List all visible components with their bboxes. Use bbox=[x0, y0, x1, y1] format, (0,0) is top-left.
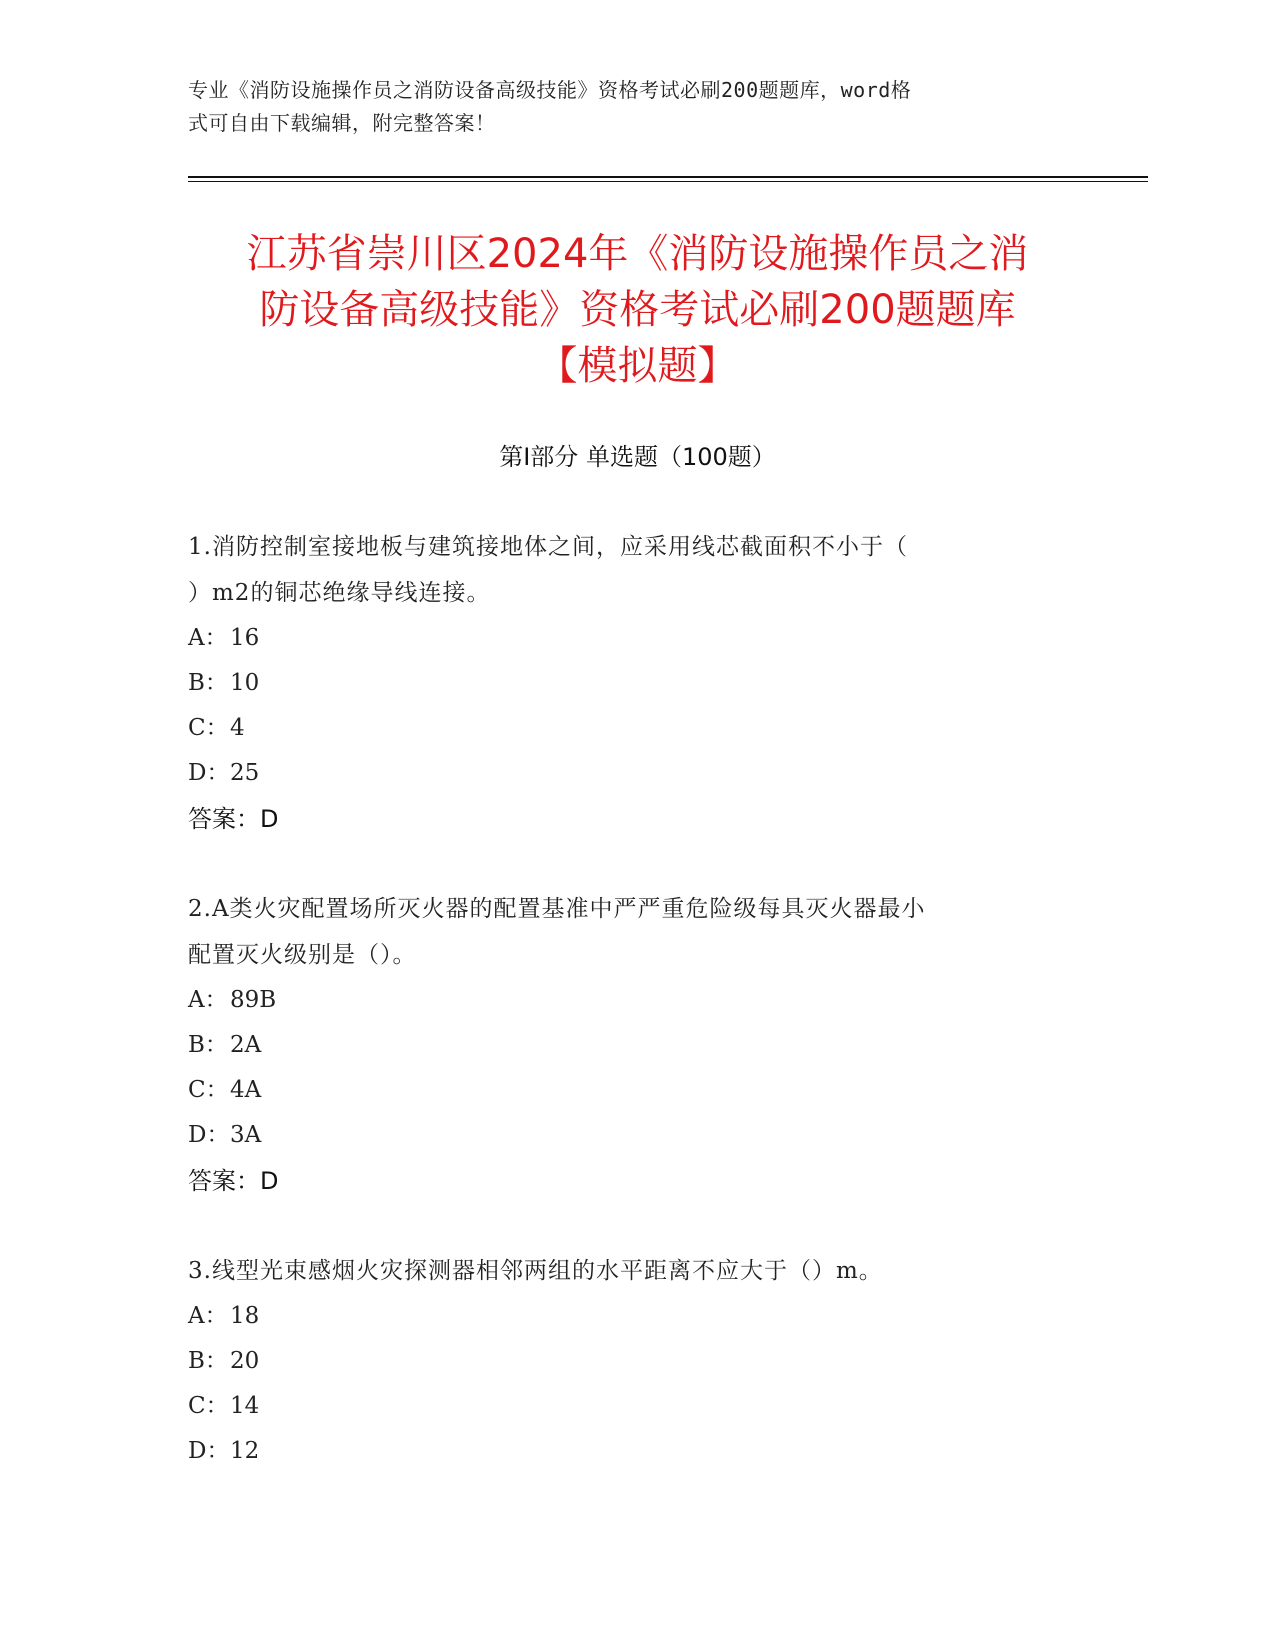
option-value: 4 bbox=[230, 715, 245, 741]
question-text-line: 配置灭火级别是（）。 bbox=[188, 942, 417, 968]
document-title bbox=[160, 226, 1115, 394]
answer-label: 答案：D bbox=[188, 805, 279, 833]
question-text bbox=[188, 1248, 1088, 1294]
answer-label: 答案：D bbox=[188, 1167, 279, 1195]
option-key: B： bbox=[188, 1348, 228, 1374]
option-key: C： bbox=[188, 715, 229, 741]
question-text-line: 3.线型光束感烟火灾探测器相邻两组的水平距离不应大于（）m。 bbox=[188, 1258, 883, 1284]
option-key: A： bbox=[188, 987, 228, 1013]
header-divider-thin bbox=[188, 181, 1148, 182]
option-value: 10 bbox=[230, 670, 260, 696]
option-key: B： bbox=[188, 670, 228, 696]
header-note-line: 式可自由下载编辑，附完整答案！ bbox=[188, 111, 496, 135]
option-value: 3A bbox=[230, 1122, 262, 1148]
option-c bbox=[188, 1384, 1088, 1429]
option-key: A： bbox=[188, 625, 228, 651]
document-title-line: 防设备高级技能》资格考试必刷200题题库 bbox=[259, 287, 1016, 333]
header-note-line: 专业《消防设施操作员之消防设备高级技能》资格考试必刷200题题库，word格 bbox=[188, 78, 912, 102]
question-text-line: 2.A类火灾配置场所灭火器的配置基准中严严重危险级每具灭火器最小 bbox=[188, 896, 926, 922]
option-key: B： bbox=[188, 1032, 228, 1058]
option-key: D： bbox=[188, 1438, 230, 1464]
section-title: 第Ⅰ部分 单选题（100题） bbox=[499, 443, 776, 471]
document-title-line: 【模拟题】 bbox=[537, 343, 738, 389]
question-text bbox=[188, 886, 1088, 978]
option-b bbox=[188, 1339, 1088, 1384]
question-1 bbox=[188, 524, 1088, 842]
option-a bbox=[188, 978, 1088, 1023]
option-a bbox=[188, 616, 1088, 661]
option-key: C： bbox=[188, 1393, 229, 1419]
option-d bbox=[188, 751, 1088, 796]
header-note bbox=[188, 74, 1088, 140]
option-value: 18 bbox=[230, 1303, 260, 1329]
option-key: D： bbox=[188, 760, 230, 786]
header-divider-thick bbox=[188, 176, 1148, 178]
question-2 bbox=[188, 886, 1088, 1204]
option-value: 4A bbox=[230, 1077, 262, 1103]
option-c bbox=[188, 1068, 1088, 1113]
option-b bbox=[188, 1023, 1088, 1068]
option-d bbox=[188, 1429, 1088, 1474]
option-value: 12 bbox=[230, 1438, 260, 1464]
option-value: 16 bbox=[230, 625, 260, 651]
option-value: 2A bbox=[230, 1032, 262, 1058]
option-key: D： bbox=[188, 1122, 230, 1148]
question-text bbox=[188, 524, 1088, 616]
option-key: A： bbox=[188, 1303, 228, 1329]
option-c bbox=[188, 706, 1088, 751]
question-3 bbox=[188, 1248, 1088, 1474]
option-value: 20 bbox=[230, 1348, 260, 1374]
question-text-line: 1.消防控制室接地板与建筑接地体之间，应采用线芯截面积不小于（ bbox=[188, 534, 908, 560]
option-value: 25 bbox=[230, 760, 260, 786]
question-text-line: ）m2的铜芯绝缘导线连接。 bbox=[188, 580, 491, 606]
option-d bbox=[188, 1113, 1088, 1158]
document-title-line: 江苏省崇川区2024年《消防设施操作员之消 bbox=[246, 231, 1029, 277]
option-b bbox=[188, 661, 1088, 706]
option-a bbox=[188, 1294, 1088, 1339]
option-key: C： bbox=[188, 1077, 229, 1103]
option-value: 89B bbox=[230, 987, 277, 1013]
option-value: 14 bbox=[230, 1393, 260, 1419]
